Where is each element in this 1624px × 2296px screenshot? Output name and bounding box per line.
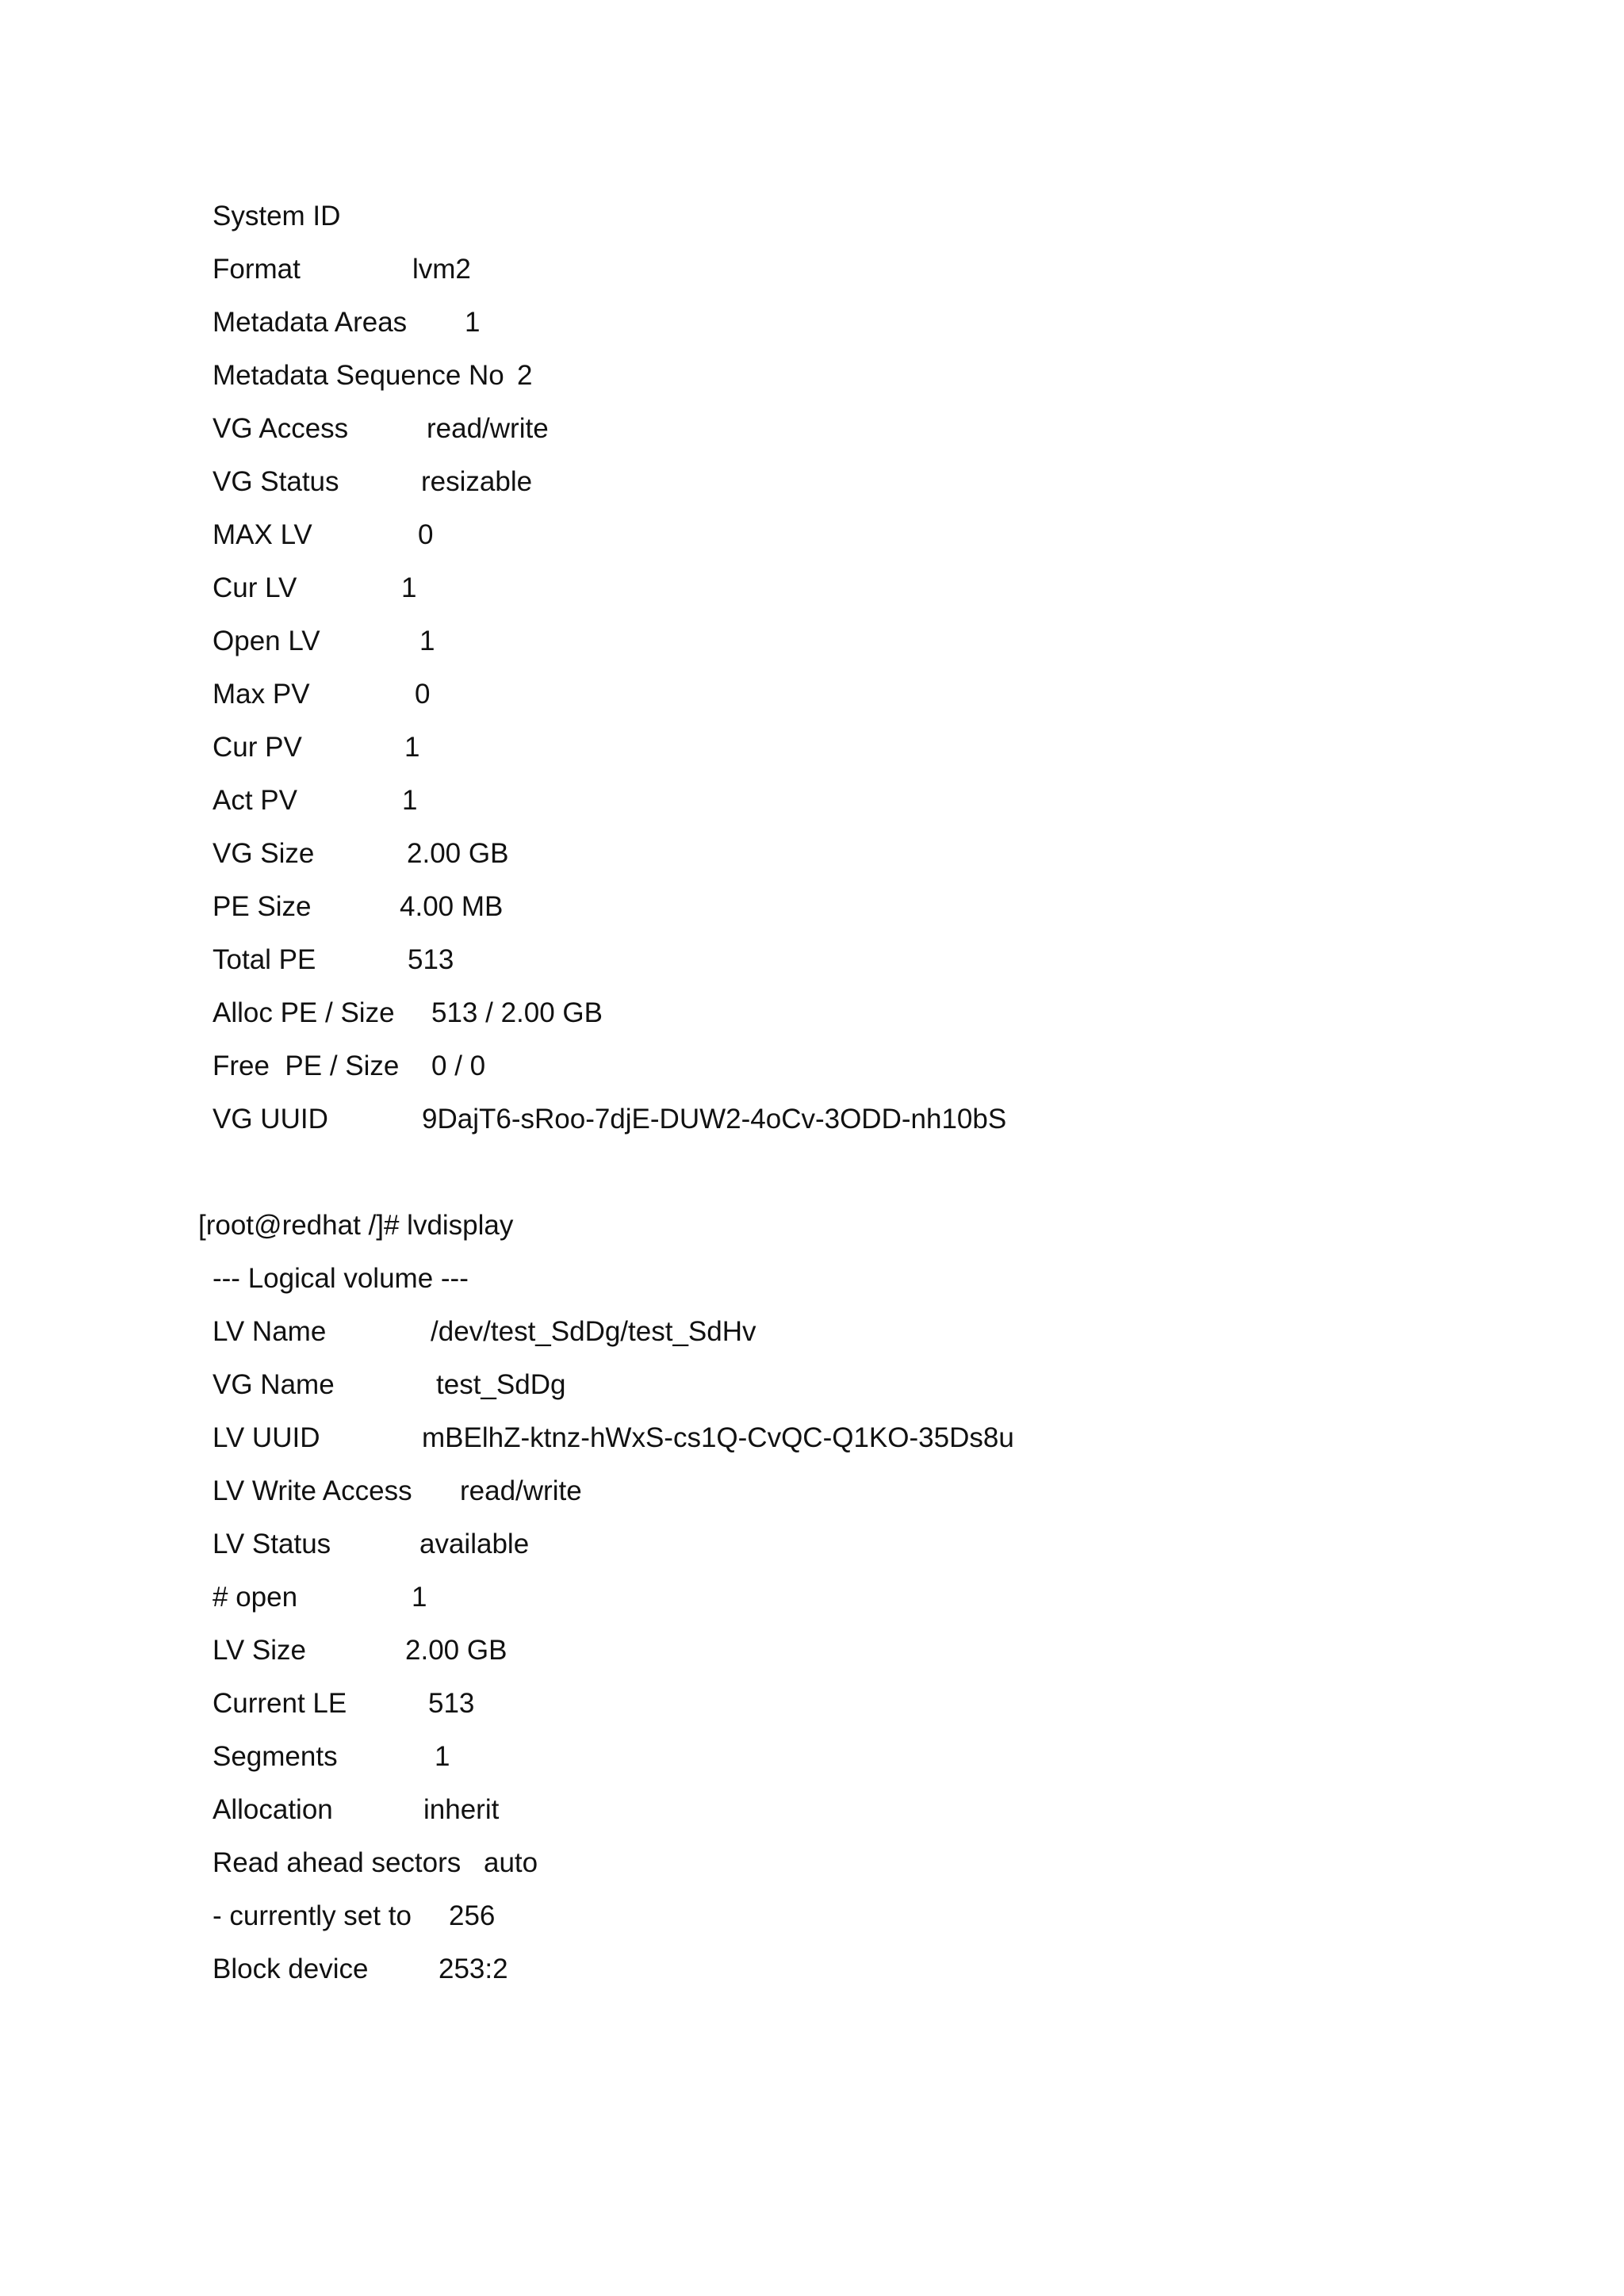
row-label: Current LE xyxy=(213,1688,347,1719)
row-label: Format xyxy=(213,254,301,285)
row-value: 2 xyxy=(517,360,533,391)
row-label: Block device xyxy=(213,1954,369,1984)
row-value: 1 xyxy=(435,1741,450,1772)
row-label: Allocation xyxy=(213,1794,333,1825)
row-label: System ID xyxy=(213,201,341,232)
row-label: Free PE / Size xyxy=(213,1050,400,1081)
row-label: MAX LV xyxy=(213,519,312,550)
row-value: 256 xyxy=(449,1900,496,1931)
row-label: VG Name xyxy=(213,1369,335,1400)
row-value: 513 / 2.00 GB xyxy=(431,997,603,1028)
row-value: 2.00 GB xyxy=(407,838,509,869)
row-label: VG UUID xyxy=(213,1104,328,1135)
row-label: VG Status xyxy=(213,466,339,497)
row-label: LV Name xyxy=(213,1316,327,1347)
row-value: 1 xyxy=(401,572,417,603)
row-value: /dev/test_SdDg/test_SdHv xyxy=(431,1316,756,1347)
row-value: inherit xyxy=(423,1794,500,1825)
row-value: 513 xyxy=(428,1688,475,1719)
row-value: 1 xyxy=(412,1582,427,1613)
row-label: Metadata Areas xyxy=(213,307,408,338)
row-label: Act PV xyxy=(213,785,297,816)
row-label: Open LV xyxy=(213,626,320,656)
row-value: 4.00 MB xyxy=(400,891,504,922)
row-label: LV UUID xyxy=(213,1422,320,1453)
row-value: 0 xyxy=(418,519,434,550)
row-label: Cur PV xyxy=(213,732,302,763)
row-value: read/write xyxy=(427,413,549,444)
row-label: Total PE xyxy=(213,944,316,975)
row-value: mBElhZ-ktnz-hWxS-cs1Q-CvQC-Q1KO-35Ds8u xyxy=(422,1422,1014,1453)
row-value: read/write xyxy=(460,1475,582,1506)
row-label: PE Size xyxy=(213,891,312,922)
row-label: LV Status xyxy=(213,1529,331,1559)
row-label: Segments xyxy=(213,1741,338,1772)
row-label: # open xyxy=(213,1582,298,1613)
row-label: Cur LV xyxy=(213,572,297,603)
row-value: 513 xyxy=(408,944,454,975)
row-value: test_SdDg xyxy=(436,1369,566,1400)
shell-prompt: [root@redhat /]# lvdisplay xyxy=(198,1210,514,1241)
row-value: 9DajT6-sRoo-7djE-DUW2-4oCv-3ODD-nh10bS xyxy=(422,1104,1007,1135)
row-value: 1 xyxy=(402,785,418,816)
row-label: LV Write Access xyxy=(213,1475,412,1506)
row-value: auto xyxy=(484,1847,538,1878)
row-label: Max PV xyxy=(213,679,310,710)
row-value: 253:2 xyxy=(439,1954,508,1984)
row-label: Read ahead sectors xyxy=(213,1847,462,1878)
row-value: 2.00 GB xyxy=(405,1635,508,1666)
row-label: Alloc PE / Size xyxy=(213,997,395,1028)
row-value: 0 / 0 xyxy=(431,1050,486,1081)
row-value: 1 xyxy=(419,626,435,656)
row-label: Metadata Sequence No xyxy=(213,360,504,391)
row-value: resizable xyxy=(421,466,533,497)
row-label: LV Size xyxy=(213,1635,307,1666)
row-value: 1 xyxy=(465,307,481,338)
row-label: VG Access xyxy=(213,413,349,444)
row-label: - currently set to xyxy=(213,1900,412,1931)
section-header: --- Logical volume --- xyxy=(213,1263,469,1294)
row-value: lvm2 xyxy=(412,254,471,285)
row-value: 0 xyxy=(415,679,431,710)
row-label: VG Size xyxy=(213,838,315,869)
row-value: 1 xyxy=(404,732,420,763)
row-value: available xyxy=(419,1529,530,1559)
